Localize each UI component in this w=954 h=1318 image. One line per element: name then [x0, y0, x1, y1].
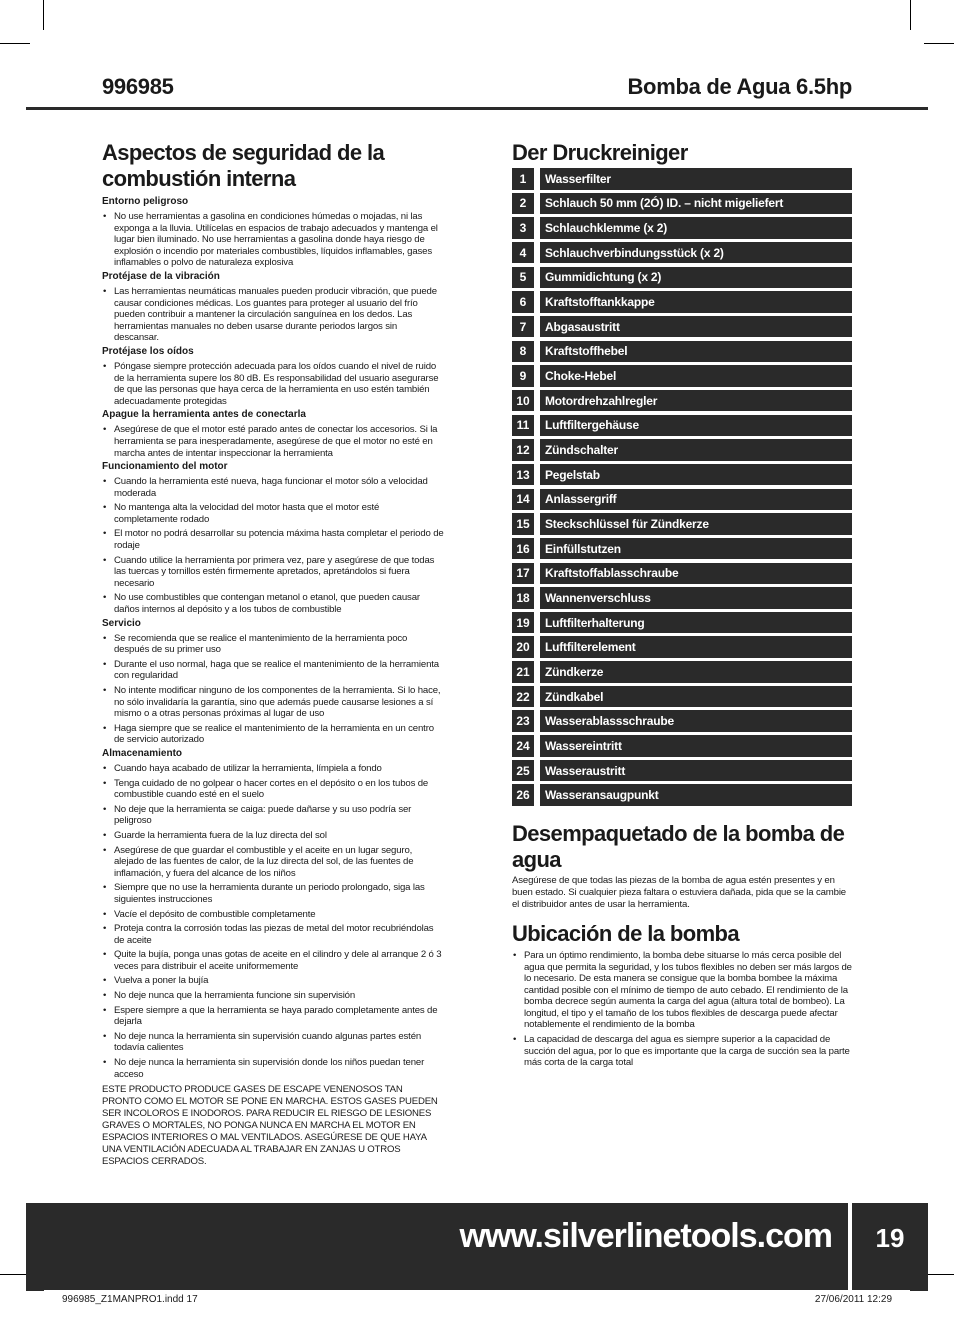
part-number: 1 — [512, 168, 534, 190]
part-number: 9 — [512, 365, 534, 387]
crop-mark — [924, 43, 954, 44]
part-number: 21 — [512, 661, 534, 683]
bullet-item: • El motor no podrá desarrollar su potencia máxima hasta completar el periodo de rodaje — [102, 528, 444, 551]
part-name: Wasserfilter — [540, 168, 852, 190]
unpacking-text: Asegúrese de que todas las piezas de la bomba de agua estén presentes y en buen estado. Si cualquier pieza faltara o estuviera dañada, pida que se la cambie el distribuidor antes de usar la herramienta. — [512, 874, 846, 910]
parts-table — [512, 168, 852, 806]
part-row — [512, 242, 852, 264]
part-name: Wasseransaugpunkt — [540, 784, 852, 806]
crop-mark — [924, 1274, 954, 1275]
part-number: 25 — [512, 760, 534, 782]
part-number: 3 — [512, 217, 534, 239]
page-number: 19 — [875, 1223, 905, 1253]
part-row — [512, 612, 852, 634]
website-link[interactable]: www.silverlinetools.com — [459, 1217, 832, 1255]
bullet-list — [102, 211, 444, 269]
bullet-item: • No intente modificar ninguno de los componentes de la herramienta. Si lo hace, no sólo invalidaría la garantía, sino que además puede causarse lesiones a sí mismo o a otras personas próximas al lugar de uso — [102, 685, 444, 720]
bullet-item: • Se recomienda que se realice el mantenimiento de la herramienta poco después de su primer uso — [102, 633, 444, 656]
part-row — [512, 784, 852, 806]
part-row — [512, 267, 852, 289]
part-name: Pegelstab — [540, 464, 852, 486]
part-number: 24 — [512, 735, 534, 757]
bullet-item: • Siempre que no use la herramienta durante un periodo prolongado, siga las siguientes instrucciones — [102, 882, 444, 905]
part-name: Wassereintritt — [540, 735, 852, 757]
bullet-item: • Cuando utilice la herramienta por primera vez, pare y asegúrese de que todas las tuercas y tornillos estén firmemente apretados, apretándolos si fuera necesario — [102, 555, 444, 590]
part-row — [512, 316, 852, 338]
bullet-list — [102, 763, 444, 1080]
part-name: Luftfiltergehäuse — [540, 415, 852, 437]
part-name: Zündkerze — [540, 661, 852, 683]
part-row — [512, 291, 852, 313]
part-row — [512, 563, 852, 585]
slug-filename: 996985_Z1MANPRO1.indd 17 — [62, 1294, 198, 1305]
part-number: 23 — [512, 710, 534, 732]
part-name: Zündkabel — [540, 686, 852, 708]
part-name: Abgasaustritt — [540, 316, 852, 338]
part-number: 7 — [512, 316, 534, 338]
safety-title: Aspectos de seguridad de la combustión interna — [102, 140, 385, 191]
part-number: 11 — [512, 415, 534, 437]
part-row — [512, 168, 852, 190]
part-row — [512, 341, 852, 363]
part-name: Kraftstoffhebel — [540, 341, 852, 363]
part-name: Wannenverschluss — [540, 587, 852, 609]
part-number: 17 — [512, 563, 534, 585]
bullet-item: • No deje nunca la herramienta sin supervisión donde los niños puedan tener acceso — [102, 1057, 444, 1080]
part-row — [512, 415, 852, 437]
part-number: 4 — [512, 242, 534, 264]
part-row — [512, 390, 852, 412]
part-name: Luftfilterelement — [540, 636, 852, 658]
part-name: Steckschlüssel für Zündkerze — [540, 513, 852, 535]
section-heading: Funcionamiento del motor — [102, 461, 228, 473]
part-row — [512, 538, 852, 560]
section-heading: Apague la herramienta antes de conectarla — [102, 409, 306, 421]
product-code: 996985 — [102, 74, 174, 99]
section-heading: Almacenamiento — [102, 747, 183, 759]
bullet-item: • No deje nunca la herramienta sin supervisión cuando algunas partes estén todavía calientes — [102, 1031, 444, 1054]
section-heading: Entorno peligroso — [102, 196, 189, 207]
part-row — [512, 365, 852, 387]
bullet-item: • Quite la bujía, ponga unas gotas de aceite en el cilindro y dele al arranque 2 ó 3 veces para distribuir el aceite uniformemente — [102, 949, 444, 972]
part-number: 10 — [512, 390, 534, 412]
part-name: Schlauchverbindungsstück (x 2) — [540, 242, 852, 264]
location-title: Ubicación de la bomba — [512, 920, 740, 946]
slug-datetime: 27/06/2011 12:29 — [814, 1294, 892, 1305]
part-name: Anlassergriff — [540, 489, 852, 511]
bullet-item: • Vacíe el depósito de combustible completamente — [102, 909, 444, 921]
crop-mark — [0, 43, 30, 44]
part-number: 8 — [512, 341, 534, 363]
part-name: Schlauch 50 mm (2Ó) ID. – nicht migeliefert — [540, 193, 852, 215]
part-number: 13 — [512, 464, 534, 486]
section-heading: Servicio — [102, 617, 141, 629]
bullet-item: • No use combustibles que contengan metanol o etanol, que pueden causar daños internos al depósito y a los tubos de combustible — [102, 592, 444, 615]
bullet-list — [102, 633, 444, 746]
part-number: 6 — [512, 291, 534, 313]
bullet-item: • Tenga cuidado de no golpear o hacer cortes en el depósito o en los tubos de combustible cuando esté en el suelo — [102, 778, 444, 801]
crop-mark — [910, 0, 911, 30]
location-list — [512, 950, 852, 1069]
part-name: Motordrehzahlregler — [540, 390, 852, 412]
part-name: Kraftstofftankkappe — [540, 291, 852, 313]
bullet-item: • Las herramientas neumáticas manuales pueden producir vibración, que puede causar condiciones médicas. Los guantes para proteger al usuario del frío pueden contribuir a mantener la circulación sanguínea en los dedos. Las herramientas manuales no deben usarse durante periodos largos sin descansar. — [102, 286, 444, 344]
bullet-item: • La capacidad de descarga del agua es siempre superior a la capacidad de succión del agua, por lo que es importante que la carga de succión sea la parte más corta de la carga total — [512, 1034, 852, 1069]
part-row — [512, 636, 852, 658]
bullet-list — [102, 424, 444, 459]
bullet-item: • No deje nunca que la herramienta funcione sin supervisión — [102, 990, 444, 1002]
part-name: Gummidichtung (x 2) — [540, 267, 852, 289]
safety-column — [102, 140, 444, 1168]
part-name: Choke-Hebel — [540, 365, 852, 387]
part-row — [512, 686, 852, 708]
bullet-item: • Espere siempre a que la herramienta se haya parado completamente antes de dejarla — [102, 1005, 444, 1028]
part-row — [512, 710, 852, 732]
exhaust-warning: ESTE PRODUCTO PRODUCE GASES DE ESCAPE VENENOSOS TAN PRONTO COMO EL MOTOR SE PONE EN MARCHA. ESTOS GASES PUEDEN SER INCOLOROS E INODOROS. PARA REDUCIR EL RIESGO DE LESIONES GRAVES O MORTALES, NO PONGA NUNCA EN MARCHA EL MOTOR EN ESPACIOS INTERIORES O MAL VENTILADOS. ASEGÚRESE DE QUE HAYA UNA VENTILACIÓN ADECUADA AL TRABAJAR EN ZANJAS U OTROS ESPACIOS CERRADOS. — [102, 1084, 438, 1168]
bullet-item: • No deje que la herramienta se caiga: puede dañarse y su uso podría ser peligroso — [102, 804, 444, 827]
bullet-item: • Proteja contra la corrosión todas las piezas de metal del motor recubriéndolas de aceite — [102, 923, 444, 946]
parts-title: Der Druckreiniger — [512, 140, 688, 165]
part-number: 5 — [512, 267, 534, 289]
bullet-item: • Póngase siempre protección adecuada para los oídos cuando el nivel de ruido de la herramienta supere los 80 dB. Es responsabilidad del usuario asegurarse de que las personas que haya cerca de la herramienta en uso estén también adecuadamente protegidas — [102, 361, 444, 407]
part-row — [512, 587, 852, 609]
part-number: 20 — [512, 636, 534, 658]
part-row — [512, 760, 852, 782]
part-row — [512, 193, 852, 215]
bullet-item: • Haga siempre que se realice el mantenimiento de la herramienta en un centro de servicio autorizado — [102, 723, 444, 746]
bullet-item: • Para un óptimo rendimiento, la bomba debe situarse lo más cerca posible del agua que permita la seguridad, y los tubos flexibles no deben ser más largos de lo necesario. De esta manera se consigue que la bomba bombee la máxima cantidad posible con el mínimo de tiempo de auto cebado. El rendimiento de la bomba decrece según aumenta la carga del agua (altura total de bombeo). La longitud, el tipo y el tamaño de los tubos flexibles de descarga puede afectar notablemente el rendimiento de la bomba — [512, 950, 852, 1031]
bullet-item: • Asegúrese de que guardar el combustible y el aceite en un lugar seguro, alejado de las fuentes de calor, de la luz directa del sol, de las fuentes de inflamación, y fuera del alcance de los niños — [102, 845, 444, 880]
part-number: 26 — [512, 784, 534, 806]
bullet-list — [102, 286, 444, 344]
part-name: Zündschalter — [540, 439, 852, 461]
part-row — [512, 735, 852, 757]
bullet-item: • No use herramientas a gasolina en condiciones húmedas o mojadas, ni las exponga a la lluvia. Utilícelas en espacios de trabajo adecuados y mantenga el lugar bien iluminado. No use herramientas a gasolina donde haya riesgo de explosión o incendio por materiales combustibles, líquidos inflamables, gases inflamables o polvo de naturaleza explosiva — [102, 211, 444, 269]
unpacking-title: Desempaquetado de la bomba de agua — [512, 820, 845, 872]
part-name: Luftfilterhalterung — [540, 612, 852, 634]
part-name: Einfüllstutzen — [540, 538, 852, 560]
part-number: 15 — [512, 513, 534, 535]
part-number: 22 — [512, 686, 534, 708]
part-number: 16 — [512, 538, 534, 560]
bullet-item: • Cuando la herramienta esté nueva, haga funcionar el motor sólo a velocidad moderada — [102, 476, 444, 499]
bullet-item: • Asegúrese de que el motor esté parado antes de conectar los accesorios. Si la herramienta se para inesperadamente, asegúrese de que el motor no esté en marcha antes de intentar inspeccionar la herramienta — [102, 424, 444, 459]
part-name: Wasserablassschraube — [540, 710, 852, 732]
header-divider — [26, 107, 928, 110]
bullet-item: • Guarde la herramienta fuera de la luz directa del sol — [102, 830, 444, 842]
part-number: 19 — [512, 612, 534, 634]
part-row — [512, 661, 852, 683]
page-title: Bomba de Agua 6.5hp — [627, 74, 852, 99]
parts-column — [512, 140, 852, 1069]
bullet-item: • Durante el uso normal, haga que se realice el mantenimiento de la herramienta con regularidad — [102, 659, 444, 682]
part-row — [512, 439, 852, 461]
bullet-item: • Cuando haya acabado de utilizar la herramienta, límpiela a fondo — [102, 763, 444, 775]
part-row — [512, 217, 852, 239]
bullet-list — [102, 476, 444, 616]
part-number: 14 — [512, 489, 534, 511]
part-number: 2 — [512, 193, 534, 215]
part-name: Schlauchklemme (x 2) — [540, 217, 852, 239]
safety-sections — [102, 196, 444, 1080]
bullet-list — [102, 361, 444, 407]
bullet-item: • Vuelva a poner la bujía — [102, 975, 444, 987]
part-row — [512, 464, 852, 486]
part-number: 12 — [512, 439, 534, 461]
section-heading: Protéjase los oídos — [102, 345, 194, 357]
crop-mark — [43, 0, 44, 30]
part-row — [512, 513, 852, 535]
part-number: 18 — [512, 587, 534, 609]
part-name: Kraftstoffablasschraube — [540, 563, 852, 585]
section-heading: Protéjase de la vibración — [102, 270, 220, 282]
bullet-item: • No mantenga alta la velocidad del motor hasta que el motor esté completamente rodado — [102, 502, 444, 525]
part-name: Wasseraustritt — [540, 760, 852, 782]
part-row — [512, 489, 852, 511]
